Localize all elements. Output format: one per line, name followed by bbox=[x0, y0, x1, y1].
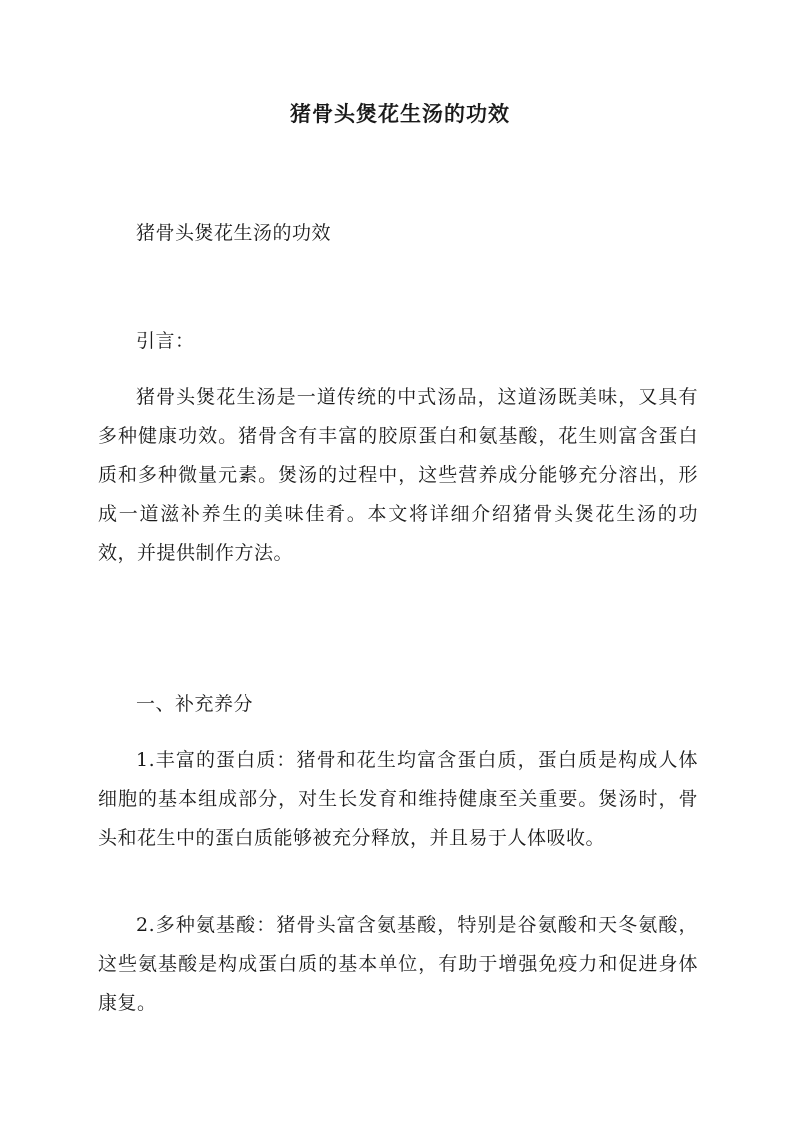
intro-heading: 引言： bbox=[136, 330, 195, 352]
subtitle: 猪骨头煲花生汤的功效 bbox=[136, 222, 332, 244]
list-item: 1.丰富的蛋白质：猪骨和花生均富含蛋白质，蛋白质是构成人体细胞的基本组成部分，对生长发育和维持健康至关重要。煲汤时，骨头和花生中的蛋白质能够被充分释放，并且易于人体吸收。 bbox=[98, 749, 698, 849]
section-heading: 一、补充养分 bbox=[136, 693, 254, 715]
document-title: 猪骨头煲花生汤的功效 bbox=[290, 101, 510, 126]
list-item: 2.多种氨基酸：猪骨头富含氨基酸，特别是谷氨酸和天冬氨酸，这些氨基酸是构成蛋白质的基本单位，有助于增强免疫力和促进身体康复。 bbox=[98, 914, 698, 1014]
intro-paragraph: 猪骨头煲花生汤是一道传统的中式汤品，这道汤既美味，又具有多种健康功效。猪骨含有丰富的胶原蛋白和氨基酸，花生则富含蛋白质和多种微量元素。煲汤的过程中，这些营养成分能够充分溶出，形成一道滋补养生的美味佳肴。本文将详细介绍猪骨头煲花生汤的功效，并提供制作方法。 bbox=[98, 386, 698, 564]
